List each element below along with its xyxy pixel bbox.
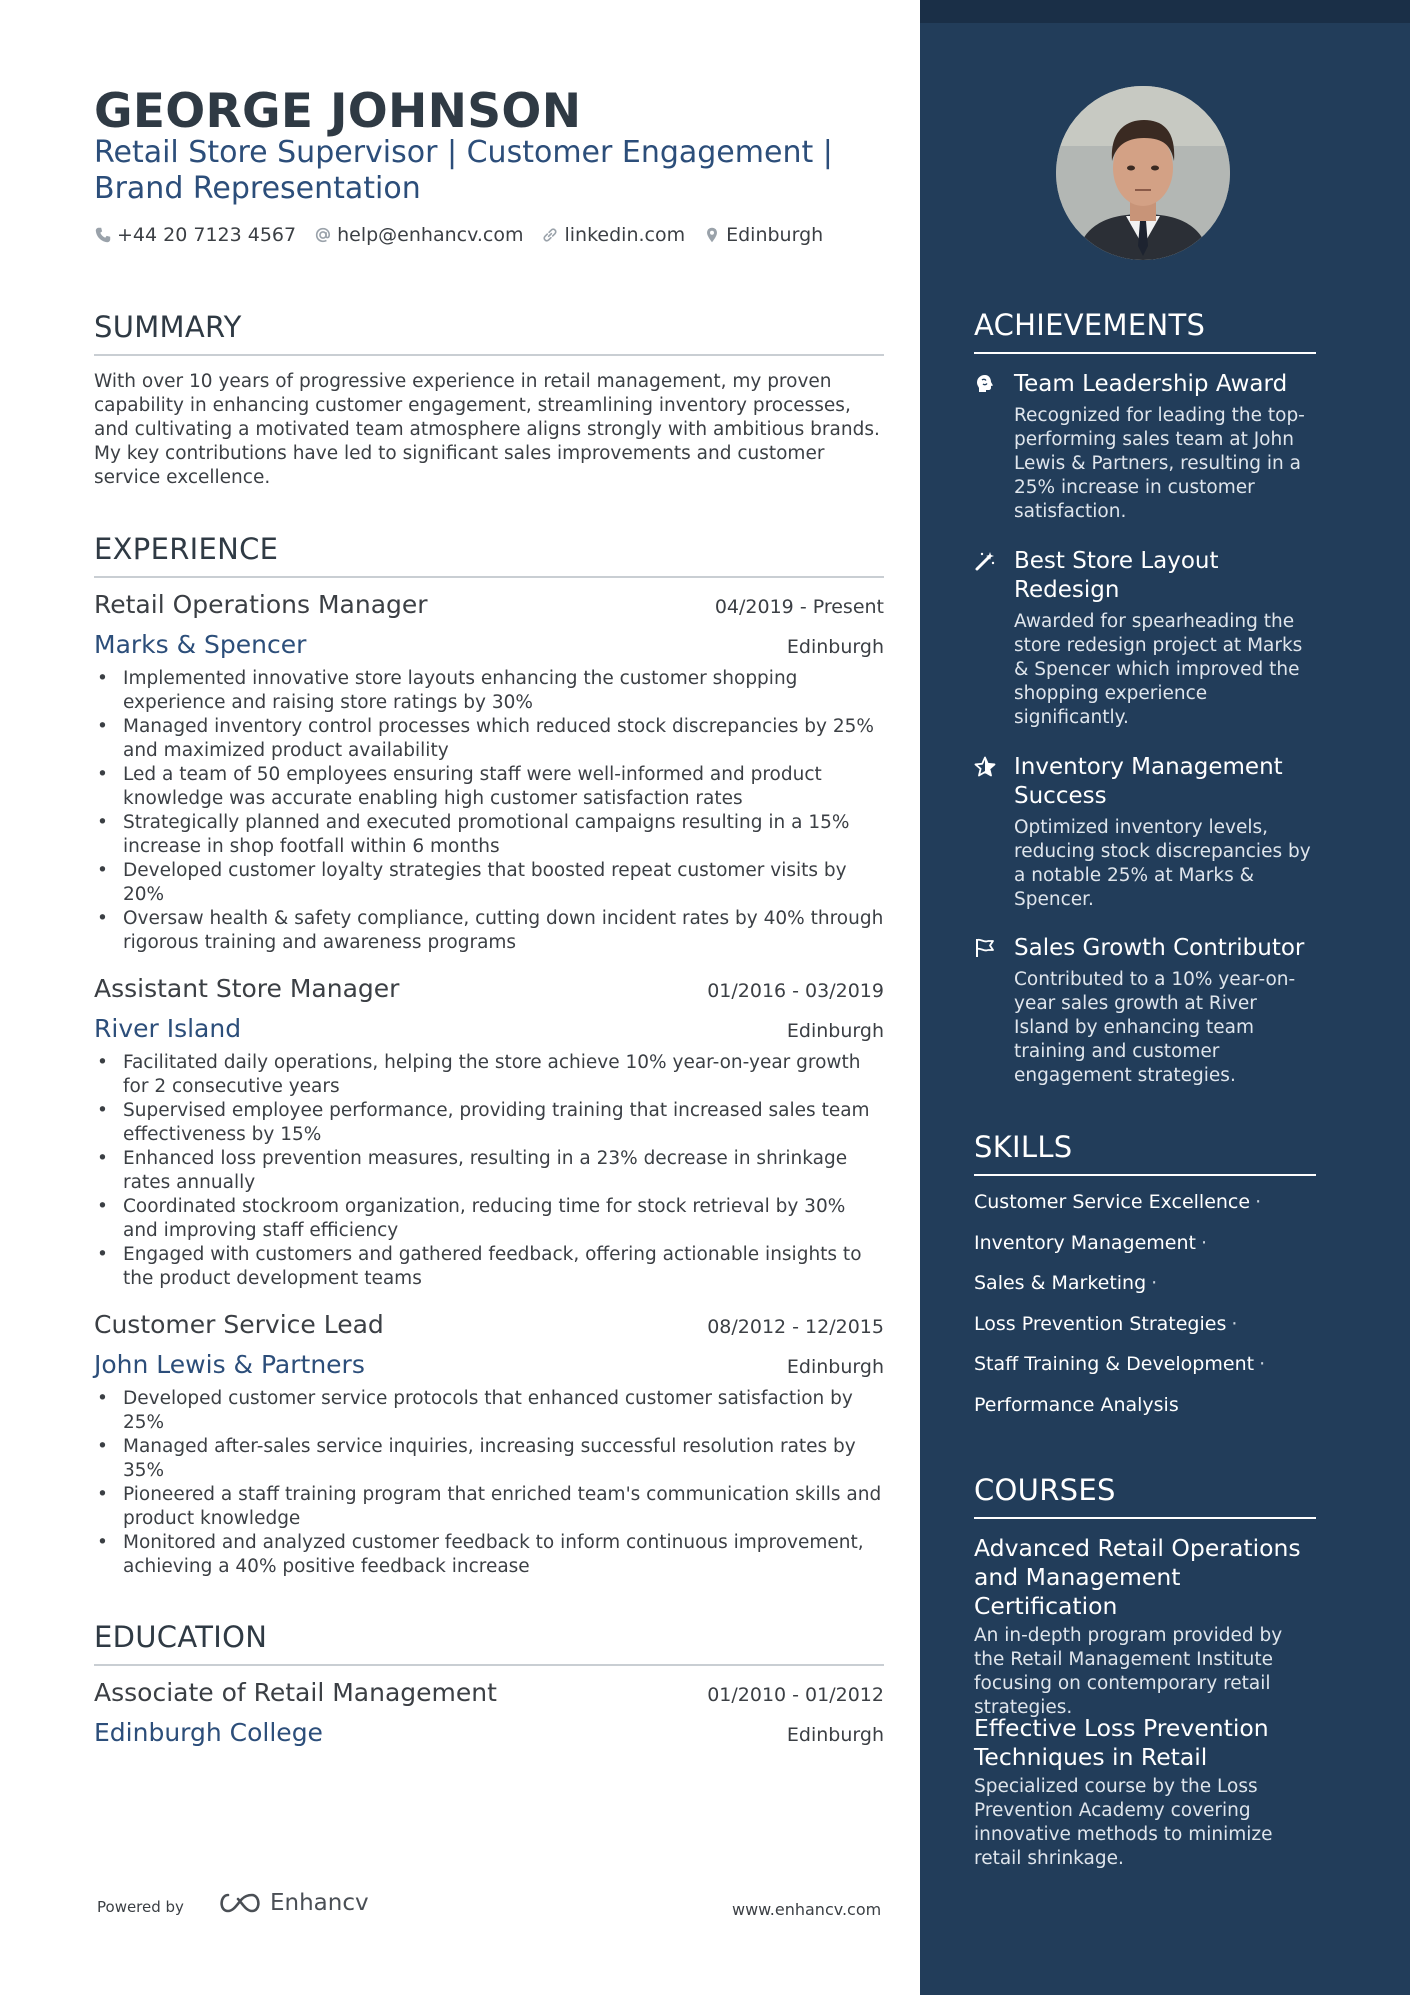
phone-text: +44 20 7123 4567 [117,224,297,246]
sidebar-top-band [920,0,1410,23]
skill-item [974,1312,1316,1353]
skill-separator: · [1231,1312,1238,1335]
magic-wand-icon [974,550,996,572]
job-dates: 01/2016 - 03/2019 [707,980,884,1002]
job-bullets [94,667,884,955]
education-dates: 01/2010 - 01/2012 [707,1684,884,1706]
job-bullets [94,1051,884,1291]
skill-item [974,1393,1316,1434]
course-desc: Specialized course by the Loss Prevention Academy covering innovative methods to minimize retail shrinkage. [974,1776,1273,1869]
skill-label: Sales & Marketing [974,1272,1147,1294]
school-name: Edinburgh College [94,1718,323,1747]
job-company-row [94,1014,884,1043]
degree: Associate of Retail Management [94,1678,497,1707]
job-dates: 08/2012 - 12/2015 [707,1316,884,1338]
achievement-item [974,753,1316,912]
list-item: • Managed after-sales service inquiries, increasing successful resolution rates by 35% [94,1435,884,1483]
list-item: • Engaged with customers and gathered feedback, offering actionable insights to the product development teams [94,1243,884,1291]
list-item: • Supervised employee performance, providing training that increased sales team effectiveness by 15% [94,1099,884,1147]
avatar [1056,86,1230,260]
list-item: • Managed inventory control processes which reduced stock discrepancies by 25% and maximized product availability [94,715,884,763]
skill-item [974,1231,1316,1272]
course-item [974,1534,1316,1720]
skills-heading: SKILLS [974,1130,1316,1176]
list-item: • Developed customer service protocols that enhanced customer satisfaction by 25% [94,1387,884,1435]
experience-heading: EXPERIENCE [94,532,884,578]
skill-label: Staff Training & Development [974,1353,1255,1375]
course-item [974,1714,1316,1871]
education-school-row [94,1718,884,1747]
star-icon [974,756,996,778]
company-name: John Lewis & Partners [94,1350,365,1379]
course-desc: An in-depth program provided by the Retail Management Institute focusing on contemporary retail strategies. [974,1625,1283,1718]
job-location: Edinburgh [786,636,884,658]
course-title: Advanced Retail Operations and Management Certification [974,1534,1301,1620]
list-item: • Coordinated stockroom organization, reducing time for stock retrieval by 30% and improving staff efficiency [94,1195,884,1243]
job-company-row [94,1350,884,1379]
headline: Retail Store Supervisor | Customer Engagement | Brand Representation [94,135,833,206]
contact-linkedin[interactable] [541,224,685,246]
skill-label: Customer Service Excellence [974,1191,1251,1213]
achievement-item [974,547,1316,730]
linkedin-text: linkedin.com [564,224,686,246]
list-item: • Implemented innovative store layouts enhancing the customer shopping experience and raising store ratings by 30% [94,667,884,715]
job-location: Edinburgh [786,1020,884,1042]
skill-label: Performance Analysis [974,1393,1179,1416]
job-title: Assistant Store Manager [94,974,400,1003]
skill-separator: · [1151,1272,1158,1294]
skill-separator: · [1255,1191,1262,1213]
list-item: • Developed customer loyalty strategies that boosted repeat customer visits by 20% [94,859,884,907]
skill-label: Inventory Management [974,1231,1196,1254]
contact-location [703,224,823,246]
skill-item [974,1190,1316,1231]
company-name: River Island [94,1014,242,1043]
list-item: • Strategically planned and executed promotional campaigns resulting in a 15% increase in shop footfall within 6 months [94,811,884,859]
job-header [94,974,884,1003]
list-item: • Enhanced loss prevention measures, resulting in a 23% decrease in shrinkage rates annually [94,1147,884,1195]
course-title: Effective Loss Prevention Techniques in Retail [974,1714,1269,1771]
achievements-heading: ACHIEVEMENTS [974,308,1316,354]
skill-separator: · [1259,1353,1266,1375]
achievement-title: Sales Growth Contributor [1014,935,1305,961]
phone-icon [94,226,112,244]
courses-heading: COURSES [974,1473,1316,1519]
brain-icon [974,373,996,395]
enhancv-brand-text: Enhancv [270,1890,369,1916]
contact-email[interactable] [314,224,523,246]
powered-by-label: Powered by [97,1898,184,1916]
candidate-name: GEORGE JOHNSON [94,84,582,139]
achievement-desc: Recognized for leading the top-performing sales team at John Lewis & Partners, resulting in a 25% increase in customer satisfaction. [1014,405,1305,522]
skill-item [974,1271,1316,1312]
achievement-item [974,934,1316,1088]
list-item: • Monitored and analyzed customer feedback to inform continuous improvement, achieving a 40% positive feedback increase [94,1531,884,1579]
flag-icon [974,937,996,959]
job-location: Edinburgh [786,1356,884,1378]
achievement-desc: Contributed to a 10% year-on-year sales growth at River Island by enhancing team training and customer engagement strategies. [1014,969,1296,1086]
achievement-title: Team Leadership Award [1014,371,1288,397]
job-title: Retail Operations Manager [94,590,428,619]
list-item: • Pioneered a staff training program that enriched team's communication skills and product knowledge [94,1483,884,1531]
job-header [94,590,884,619]
location-pin-icon [703,226,721,244]
link-icon [541,226,559,244]
skill-label: Loss Prevention Strategies [974,1312,1227,1335]
education-header [94,1678,884,1707]
achievement-desc: Awarded for spearheading the store redesign project at Marks & Spencer which improved the shopping experience significantly. [1014,611,1303,728]
achievement-item [974,370,1316,524]
location-text: Edinburgh [726,224,824,246]
list-item: • Oversaw health & safety compliance, cutting down incident rates by 40% through rigorous training and awareness programs [94,907,884,955]
skills-list [974,1190,1316,1433]
job-title: Customer Service Lead [94,1310,384,1339]
job-dates: 04/2019 - Present [714,596,884,618]
skill-separator: · [1200,1231,1207,1254]
list-item: • Facilitated daily operations, helping the store achieve 10% year-on-year growth for 2 consecutive years [94,1051,884,1099]
education-heading: EDUCATION [94,1620,884,1666]
job-bullets [94,1387,884,1579]
skill-item [974,1352,1316,1393]
contact-bar [94,224,841,246]
at-icon [314,226,332,244]
job-company-row [94,630,884,659]
summary-text: With over 10 years of progressive experience in retail management, my proven capability in enhancing customer engagement, streamlining inventory processes, and cultivating a motivated team atmosphere aligns strongly with ambitious brands. My key contributions have led to significant sales improvements and customer service excellence. [94,371,880,488]
enhancv-logo-icon [216,1890,264,1916]
achievement-title: Inventory Management Success [1014,754,1283,809]
company-name: Marks & Spencer [94,630,307,659]
education-location: Edinburgh [786,1724,884,1746]
list-item: • Led a team of 50 employees ensuring staff were well-informed and product knowledge was accurate enabling high customer satisfaction rates [94,763,884,811]
contact-phone[interactable] [94,224,296,246]
achievement-title: Best Store Layout Redesign [1014,548,1219,603]
footer-url[interactable]: www.enhancv.com [732,1900,882,1919]
job-header [94,1310,884,1339]
achievement-desc: Optimized inventory levels, reducing stock discrepancies by a notable 25% at Marks & Spencer. [1014,817,1311,910]
summary-heading: SUMMARY [94,310,884,356]
email-text: help@enhancv.com [337,224,524,246]
enhancv-logo[interactable] [216,1890,369,1916]
